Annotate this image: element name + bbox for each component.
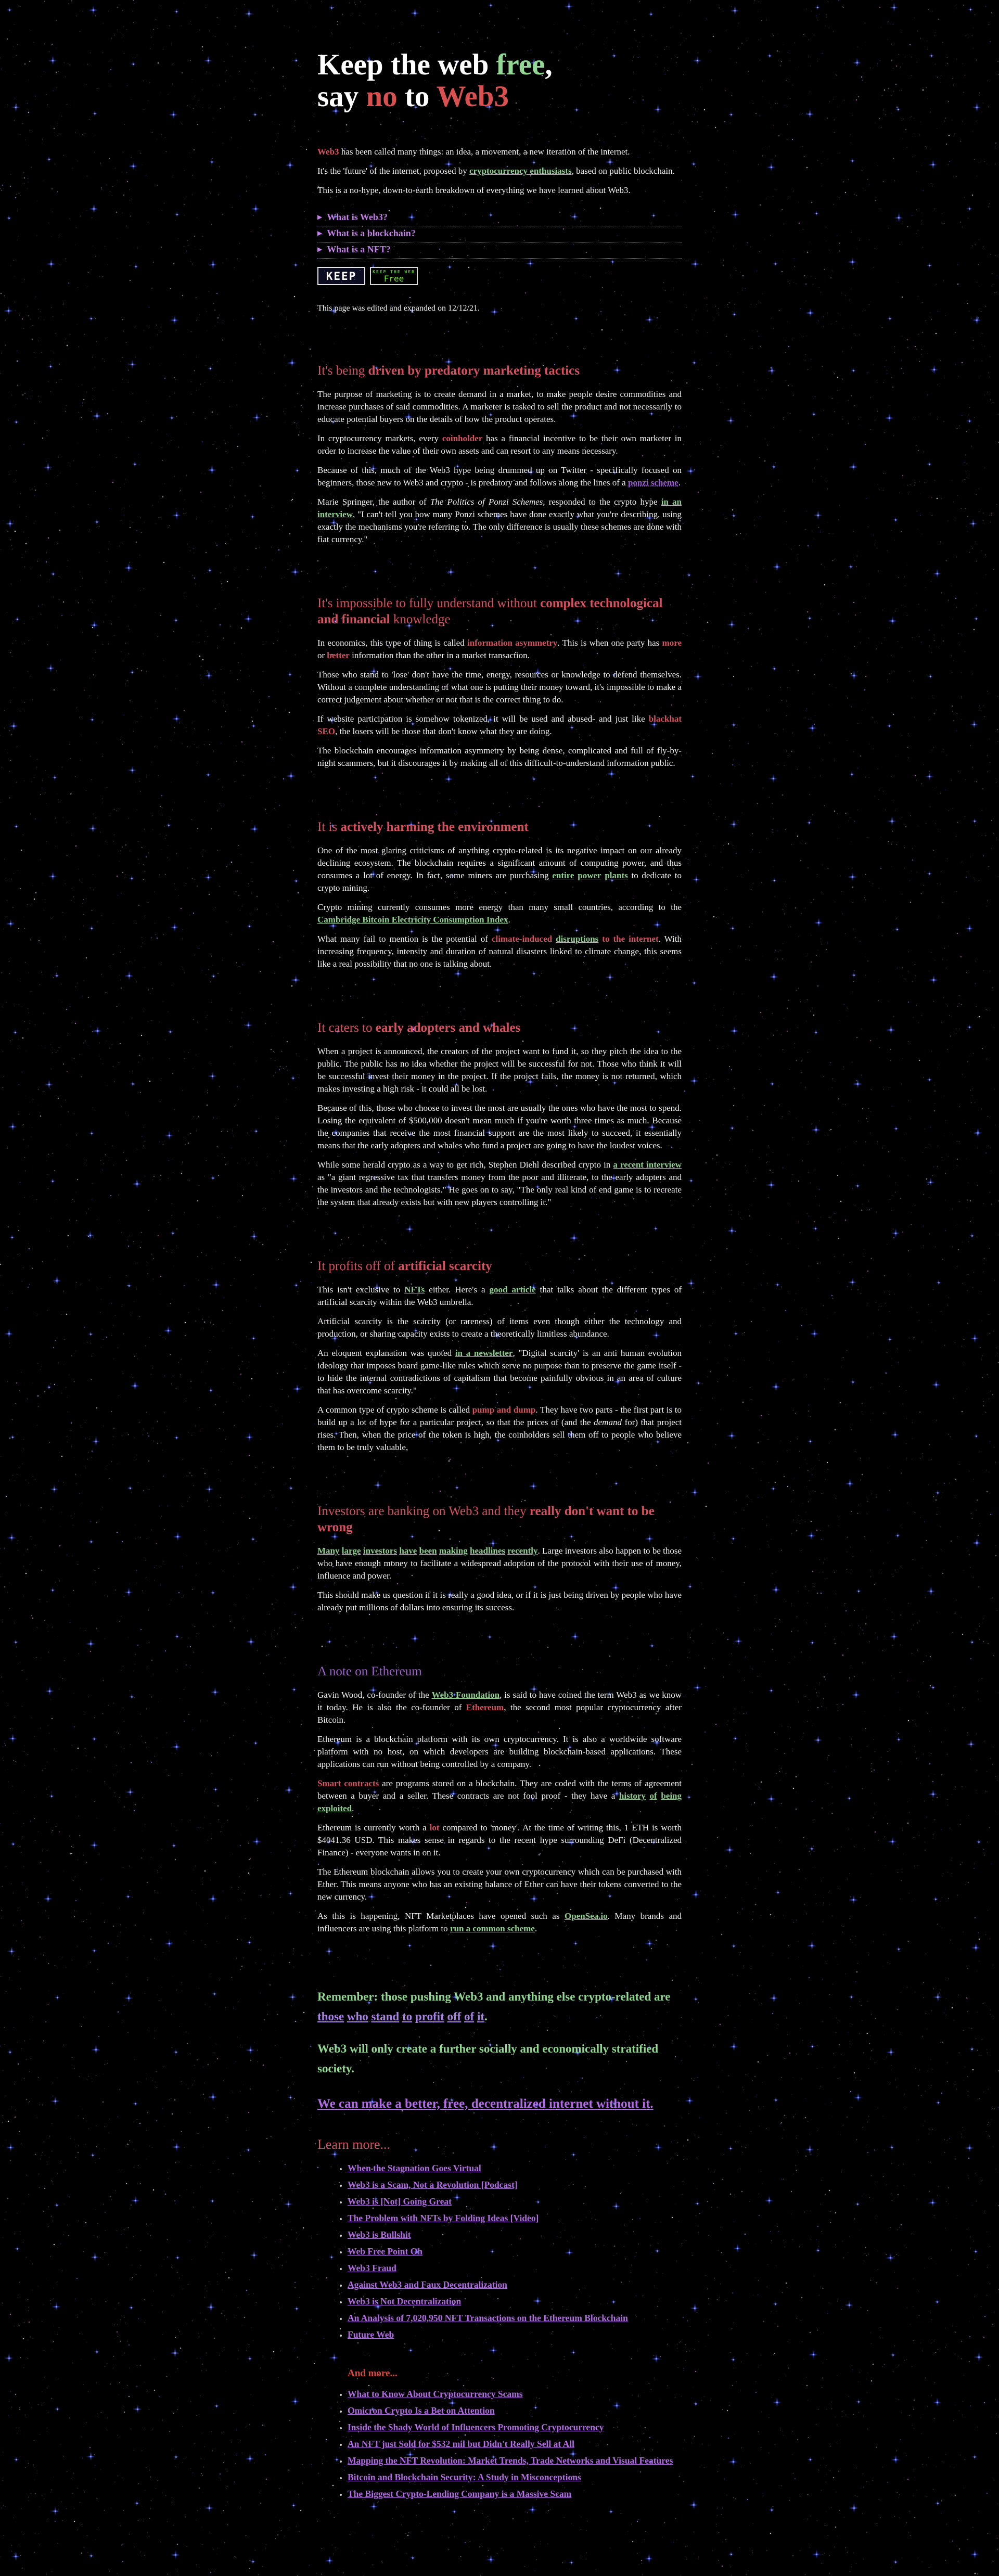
paragraph <box>317 669 682 706</box>
learn-more-section <box>317 2136 682 2502</box>
accordion-summary-what-is-a-blockchain[interactable]: ▶ What is a blockchain? <box>317 228 682 239</box>
inline-link[interactable]: to <box>402 2010 413 2023</box>
heading-segment: Investors are banking on Web3 and they <box>317 1504 530 1518</box>
closing-stratified-statement <box>317 2039 682 2079</box>
accordion-item-what-is-a-blockchain <box>317 226 682 242</box>
list-item <box>348 2293 682 2310</box>
paragraph <box>317 637 682 662</box>
paragraph <box>317 464 682 489</box>
list-item <box>348 2226 682 2243</box>
paragraph <box>317 1777 682 1815</box>
paragraph <box>317 1102 682 1152</box>
inline-link[interactable]: profit <box>415 2010 444 2023</box>
inline-link[interactable]: of <box>464 2010 475 2023</box>
text-segment: The blockchain encourages information asymmetry by being dense, complicated and full of fly-by-night scammers, but it discourages it by making all of this difficult-to-understand information public. <box>317 746 682 768</box>
heading-segment: It's impossible to fully understand without <box>317 596 541 610</box>
content-section <box>317 1663 682 1935</box>
text-segment: are programs stored on a blockchain. They are coded with the terms of agreement between a buyer and a seller. These contracts are not fool proof - they have a <box>317 1778 682 1801</box>
learn-more-link[interactable]: The Problem with NFTs by Folding Ideas [Video] <box>348 2213 539 2223</box>
paragraph <box>317 388 682 426</box>
text-segment: It's the 'future' of the internet, proposed by <box>317 166 469 176</box>
text-segment: information than the other in a market transaction. <box>349 650 530 660</box>
list-item <box>348 2386 682 2402</box>
paragraph <box>317 1545 682 1582</box>
content-section <box>317 819 682 970</box>
paragraph <box>317 1866 682 1903</box>
paragraph <box>317 1589 682 1614</box>
paragraph <box>317 844 682 894</box>
text-segment: Crypto mining currently consumes more energy than many small countries, according to the <box>317 902 682 912</box>
paragraph <box>317 1159 682 1209</box>
text-segment: compared to 'money'. At the time of writing this, 1 ETH is worth $4041.36 USD. This makes sense in regards to the recent hype surrounding DeFi (Decentralized Finance) - everyone wants in on it. <box>317 1823 682 1857</box>
text-segment: Ethereum is currently worth a <box>317 1823 430 1832</box>
emphasis-red: coinholder <box>442 433 483 443</box>
learn-more-link[interactable]: Web3 is [Not] Going Great <box>348 2196 452 2207</box>
text-segment: , "I can't tell you how many Ponzi schemes have done exactly what you're describing, using exactly the mechanisms you're referring to. The only difference is usually these schemes are done with fiat currency." <box>317 509 682 544</box>
page-title <box>317 49 682 112</box>
closing-remember-statement <box>317 1987 682 2027</box>
text-segment: Remember: those pushing Web3 and anything else crypto-related are <box>317 1990 671 2003</box>
text-segment: In cryptocurrency markets, every <box>317 433 442 443</box>
text-segment: This is a no-hype, down-to-earth breakdown of everything we have learned about Web3. <box>317 185 631 195</box>
emphasis-red: better <box>327 650 350 660</box>
emphasis-red: to the internet <box>598 934 659 944</box>
text-segment: , responded to the crypto hype <box>543 497 661 507</box>
content-section <box>317 1020 682 1209</box>
section-heading <box>317 595 682 627</box>
list-item <box>348 2276 682 2293</box>
section-heading <box>317 1258 682 1274</box>
inline-link[interactable]: off <box>447 2010 462 2023</box>
edited-note: This page was edited and expanded on 12/12/21. <box>317 304 480 313</box>
text-segment: has a financial incentive to be their own marketer in order to increase the value of their own assets and can resort to any means necessary. <box>317 433 682 456</box>
text-segment: for) that project rises. Then, when the price of the token is high, the coinholders sell them off to people who believe them to be truly valuable, <box>317 1417 682 1452</box>
inline-link[interactable]: plants <box>605 870 628 880</box>
text-segment: A common type of crypto scheme is called <box>317 1405 472 1415</box>
keep-badge-text: KEEP <box>326 270 357 283</box>
paragraph <box>317 1404 682 1454</box>
paragraph <box>317 1347 682 1397</box>
content-section <box>317 595 682 770</box>
closing-better-internet <box>317 2094 682 2114</box>
text-segment: The Ethereum blockchain allows you to create your own cryptocurrency which can be purchased with Ether. This means anyone who has an existing balance of Ether can have their tokens converted to the new currency. <box>317 1867 682 1902</box>
text-segment: . Large investors also happen to be those who have enough money to facilitate a widespread adoption of the protocol with their use of money, influence and power. <box>317 1546 682 1581</box>
list-item <box>348 2260 682 2276</box>
title-segment: , <box>545 48 553 81</box>
text-segment: Gavin Wood, co-founder of the <box>317 1690 432 1700</box>
heading-segment: A note on Ethereum <box>317 1664 422 1678</box>
inline-link[interactable]: history <box>619 1791 646 1801</box>
paragraph <box>317 1822 682 1859</box>
title-line-2 <box>317 81 682 112</box>
learn-more-link[interactable]: Web3 is a Scam, Not a Revolution [Podcast] <box>348 2180 518 2190</box>
text-segment: that talks about the different types of artificial scarcity within the Web3 umbrella. <box>317 1285 682 1307</box>
accordion-item-what-is-web3 <box>317 210 682 226</box>
inline-link[interactable]: entire <box>552 870 574 880</box>
text-segment: . <box>352 1803 354 1813</box>
paragraph <box>317 933 682 970</box>
text-segment: . This is when one party has <box>557 638 662 648</box>
title-segment: free <box>496 48 545 81</box>
page-content <box>317 0 682 2502</box>
text-segment: One of the most glaring criticisms of anything crypto-related is its negative impact on our already declining ecosystem. The blockchain requires a significant amount of computing power, and thus consumes a lot of energy. In fact, some miners are purchasing <box>317 845 682 880</box>
heading-bold-segment: complex technological and financial <box>317 596 663 626</box>
inline-link[interactable]: cryptocurrency enthusiasts <box>469 166 572 176</box>
text-segment: . They have two parts - the first part is to build up a lot of hype for a particular project, so that the prices of (and the <box>317 1405 682 1427</box>
section-heading <box>317 819 682 835</box>
heading-segment: It profits off of <box>317 1259 399 1273</box>
text-segment: has been called many things: an idea, a movement, a new iteration of the internet. <box>339 147 630 157</box>
intro-paragraphs <box>317 146 682 197</box>
text-segment: What many fail to mention is the potential of <box>317 934 492 944</box>
inline-link[interactable]: headlines <box>469 1546 506 1556</box>
learn-more-link[interactable]: Web3 is Bullshit <box>348 2229 411 2240</box>
text-segment: This should make us question if it is really a good idea, or if it is just being driven by people who have already put millions of dollars into ensuring its success. <box>317 1590 682 1612</box>
list-item <box>348 2243 682 2260</box>
keep-badge <box>317 267 365 285</box>
inline-link[interactable]: those <box>317 2010 344 2023</box>
text-segment: Because of this, those who choose to invest the most are usually the ones who have the most to spend. Losing the equivalent of $500,000 doesn't mean much if you're worth three times as much. Because the companies that receive the most financial support are the most likely to succeed, it essentially means that the early adopters and whales who fund a project are going to have the loudest voices. <box>317 1103 682 1150</box>
badges <box>317 267 682 285</box>
inline-link[interactable]: Many <box>317 1546 340 1556</box>
inline-link[interactable]: power <box>578 870 601 880</box>
accordion-summary-what-is-a-nft[interactable]: ▶ What is a NFT? <box>317 244 682 255</box>
learn-more-link[interactable]: Bitcoin and Blockchain Security: A Study in Misconceptions <box>348 2472 581 2482</box>
emphasis-red: Ethereum <box>466 1702 504 1712</box>
heading-segment: It's being <box>317 364 368 378</box>
learn-more-heading: Learn more... <box>317 2137 391 2152</box>
learn-more-link[interactable]: An Analysis of 7,020,950 NFT Transactions on the Ethereum Blockchain <box>348 2313 628 2323</box>
closing-block <box>317 1987 682 2114</box>
text-segment: . <box>534 1924 537 1933</box>
learn-more-link[interactable]: Omicron Crypto Is a Bet on Attention <box>348 2405 495 2416</box>
paragraph <box>317 184 682 197</box>
content-section <box>317 1258 682 1454</box>
text-segment: Because of this, much of the Web3 hype being drummed up on Twitter - specifically focused on beginners, those new to Web3 and crypto - is predatory and follows along the lines of a <box>317 465 682 488</box>
text-segment: When a project is announced, the creators of the project want to fund it, so they pitch the idea to the public. The public has no idea whether the project will be successful for not. Those who think it will be successful invest their money in the project. If the project fails, the money is not returned, which makes investing a high risk - it could all be lost. <box>317 1046 682 1094</box>
inline-link[interactable]: recently <box>507 1546 538 1556</box>
inline-link[interactable]: NFTs <box>404 1285 425 1295</box>
title-segment: to <box>397 80 437 113</box>
emphasis-red: pump and dump <box>472 1405 536 1415</box>
learn-more-link[interactable]: Inside the Shady World of Influencers Promoting Cryptocurrency <box>348 2422 604 2432</box>
text-segment: , is said to have coined the term Web3 as we know it today. He is also the co-founder of <box>317 1690 682 1712</box>
paragraph <box>317 1315 682 1340</box>
paragraph <box>317 165 682 177</box>
paragraph <box>317 146 682 158</box>
learn-more-link[interactable]: Web3 is Not Decentralization <box>348 2296 462 2306</box>
accordion-item-what-is-a-nft <box>317 242 682 259</box>
paragraph <box>317 901 682 926</box>
emphasis-red: lot <box>429 1823 440 1832</box>
text-segment: . Many brands and influencers are using this platform to <box>317 1911 682 1933</box>
section-heading <box>317 1020 682 1036</box>
inline-link[interactable]: Web3 Foundation <box>431 1690 500 1700</box>
paragraph <box>317 1733 682 1771</box>
list-item <box>348 2193 682 2210</box>
inline-link[interactable]: OpenSea.io <box>564 1911 608 1921</box>
text-segment: either. Here's a <box>425 1285 490 1295</box>
section-heading <box>317 1503 682 1535</box>
text-segment: As this is happening, NFT Marketplaces have opened such as <box>317 1911 565 1921</box>
heading-segment: knowledge <box>390 612 451 626</box>
title-segment: no <box>366 80 398 113</box>
accordion <box>317 210 682 259</box>
title-segment: Keep the web <box>317 48 496 81</box>
inline-link[interactable]: Cambridge Bitcoin Electricity Consumption Index <box>317 915 508 925</box>
inline-link[interactable]: who <box>347 2010 368 2023</box>
emphasis-red: Web3 <box>317 147 339 157</box>
paragraph <box>317 1284 682 1309</box>
learn-more-link[interactable]: Against Web3 and Faux Decentralization <box>348 2279 507 2290</box>
emphasis-italic: The Politics of Ponzi Schemes <box>430 497 543 507</box>
text-segment: While some herald crypto as a way to get rich, Stephen Diehl described crypto in <box>317 1160 613 1170</box>
learn-more-list <box>317 2160 682 2343</box>
text-segment: . <box>508 915 510 925</box>
learn-more-link[interactable]: Mapping the NFT Revolution: Market Trends, Trade Networks and Visual Features <box>348 2455 673 2466</box>
text-segment: In economics, this type of thing is called <box>317 638 467 648</box>
text-segment: . <box>484 2010 488 2023</box>
text-segment: , the second most popular cryptocurrency after Bitcoin. <box>317 1702 682 1725</box>
text-segment: This isn't exclusive to <box>317 1285 405 1295</box>
list-item <box>348 2310 682 2326</box>
inline-link[interactable]: disruptions <box>556 934 599 944</box>
emphasis-red: climate-induced <box>491 934 556 944</box>
inline-link[interactable]: a recent interview <box>613 1160 682 1170</box>
content-section <box>317 363 682 546</box>
keep-the-web-free-badge <box>370 267 418 285</box>
paragraph <box>317 745 682 770</box>
heading-bold-segment: artificial scarcity <box>398 1259 492 1273</box>
inline-link[interactable]: good article <box>489 1285 536 1295</box>
paragraph <box>317 432 682 457</box>
list-item <box>348 2485 682 2502</box>
section-heading <box>317 363 682 379</box>
inline-link[interactable]: have <box>399 1546 417 1556</box>
emphasis-red: Smart contracts <box>317 1778 379 1788</box>
text-segment: An eloquent explanation was quoted <box>317 1348 455 1358</box>
paragraph <box>317 1045 682 1095</box>
keep-the-web-free-badge-bottom: Free <box>383 273 404 284</box>
text-segment: to dedicate to crypto mining. <box>317 870 682 893</box>
inline-link[interactable]: in an interview <box>317 497 682 519</box>
list-item <box>348 2326 682 2343</box>
list-item <box>348 2160 682 2176</box>
learn-more-link[interactable]: Web Free Point Oh <box>348 2246 423 2257</box>
inline-link[interactable]: large <box>341 1546 361 1556</box>
emphasis-red: information asymmetry <box>467 638 558 648</box>
heading-bold-segment: actively harming the environment <box>340 820 529 834</box>
text-segment: , "Digital scarcity' is an anti human evolution ideology that imposes board game-like rules which serve no purpose than to preserve the game itself - to hide the internal contradictions of capitalism that become painfully obvious in an area of culture that has overcome scarcity." <box>317 1348 682 1395</box>
heading-bold-segment: really don't want to be wrong <box>317 1504 655 1534</box>
emphasis-red: more <box>662 638 682 648</box>
inline-link[interactable]: in a newsletter <box>455 1348 513 1358</box>
list-item <box>348 2469 682 2485</box>
inline-link[interactable]: run a common scheme <box>450 1924 535 1933</box>
heading-bold-segment: early adopters and whales <box>375 1021 521 1035</box>
list-item <box>348 2176 682 2193</box>
keep-the-web-free-badge-top: KEEP THE WEB <box>373 269 415 274</box>
learn-more-link[interactable]: Web3 Fraud <box>348 2263 396 2273</box>
text-segment: or <box>317 650 327 660</box>
inline-link[interactable]: making <box>439 1546 468 1556</box>
text-segment: Ethereum is a blockchain platform with its own cryptocurrency. It is also a worldwide software platform with no host, on which developers are building blockchain-based applications. These applications can run without being controlled by a company. <box>317 1734 682 1769</box>
list-item <box>348 2436 682 2452</box>
inline-link[interactable]: being <box>661 1791 682 1801</box>
list-item <box>348 2210 682 2226</box>
paragraph <box>317 713 682 738</box>
inline-link[interactable]: of <box>649 1791 657 1801</box>
text-segment: . With increasing frequency, intensity and duration of natural disasters linked to climate change, this seems like a real possibility that no one is talking about. <box>317 934 682 969</box>
and-more-heading: And more... <box>348 2368 398 2379</box>
paragraph <box>317 1689 682 1726</box>
learn-more-link[interactable]: Future Web <box>348 2329 394 2340</box>
list-item <box>348 2452 682 2469</box>
inline-link[interactable]: ponzi scheme <box>627 478 678 488</box>
paragraph <box>317 1910 682 1935</box>
better-internet-link[interactable]: We can make a better, free, decentralized internet without it. <box>317 2097 654 2111</box>
section-heading <box>317 1663 682 1680</box>
text-segment: , based on public blockchain. <box>571 166 675 176</box>
paragraph <box>317 496 682 546</box>
inline-link[interactable]: stand <box>371 2010 400 2023</box>
text-segment: as "a giant regressive tax that transfers money from the poor and illiterate, to the early adopters and the investors and the technologists." He goes on to say, "The only real kind of end game is to recreate the system that already exists but with new players controlling it." <box>317 1172 682 1207</box>
text-segment: , the losers will be those that don't know what they are doing. <box>335 726 552 736</box>
text-segment: Artificial scarcity is the scarcity (or rareness) of items even though either the technology and production, or sharing capacity exists to create a theoretically limitless abundance. <box>317 1316 682 1339</box>
title-segment: say <box>317 80 366 113</box>
inline-link[interactable]: it <box>477 2010 485 2023</box>
list-item <box>348 2419 682 2436</box>
inline-link[interactable]: exploited <box>317 1803 352 1813</box>
sections <box>317 363 682 1935</box>
inline-link[interactable]: been <box>419 1546 437 1556</box>
heading-segment: It is <box>317 820 341 834</box>
emphasis-italic: demand <box>594 1417 622 1427</box>
emphasis-red: blackhat SEO <box>317 714 682 736</box>
text-segment <box>646 1791 650 1801</box>
text-segment: . <box>678 478 681 488</box>
learn-more-link[interactable]: When the Stagnation Goes Virtual <box>348 2163 481 2173</box>
title-line-1 <box>317 49 682 81</box>
text-segment: Web3 will only create a further socially and economically stratified society. <box>317 2042 659 2075</box>
title-segment: Web3 <box>436 80 509 113</box>
content-section <box>317 1503 682 1614</box>
list-item <box>348 2402 682 2419</box>
text-segment: Marie Springer, the author of <box>317 497 430 507</box>
text-segment: Those who stand to 'lose' don't have the time, energy, resources or knowledge to defend themselves. Without a complete understanding of what one is putting their money toward, it's impossible to make a correct judgement about whether or not that is the correct thing to do. <box>317 670 682 704</box>
accordion-summary-what-is-web3[interactable]: ▶ What is Web3? <box>317 212 682 223</box>
heading-segment: It caters to <box>317 1021 376 1035</box>
heading-bold-segment: driven by predatory marketing tactics <box>368 364 580 378</box>
learn-more-link[interactable]: An NFT just Sold for $532 mil but Didn't Really Sell at All <box>348 2439 574 2449</box>
learn-more-link[interactable]: What to Know About Cryptocurrency Scams <box>348 2389 523 2399</box>
learn-more-link[interactable]: The Biggest Crypto-Lending Company is a Massive Scam <box>348 2489 572 2499</box>
text-segment: If website participation is somehow tokenized, it will be used and abused- and just like <box>317 714 649 724</box>
inline-link[interactable]: investors <box>363 1546 398 1556</box>
text-segment: The purpose of marketing is to create demand in a market, to make people desire commodities and increase purchases of said commodities. A marketer is tasked to sell the product and not necessarily to educate potential buyers on the details of how the product operates. <box>317 389 682 424</box>
and-more-list <box>317 2386 682 2502</box>
